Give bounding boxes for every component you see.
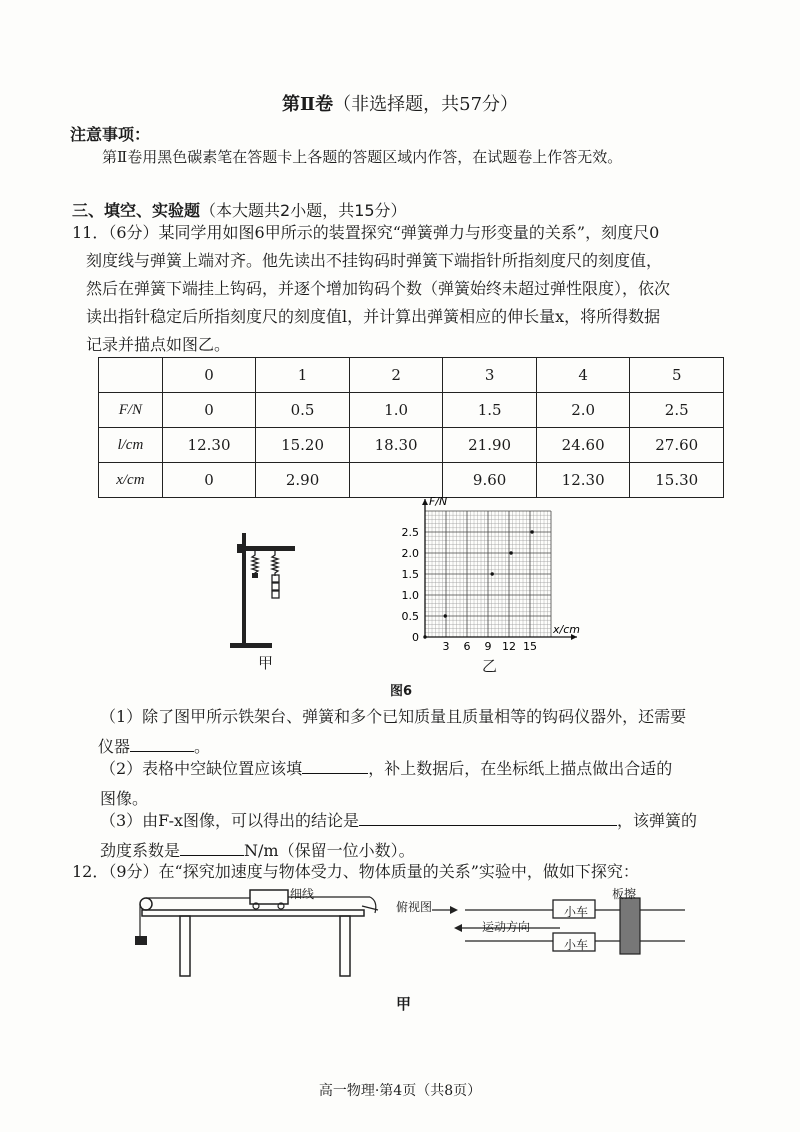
table-cell: 4 [536,358,630,393]
table-cell: 15.30 [630,463,724,498]
table-cell [99,358,163,393]
q11-line: 刻度线与弹簧上端对齐。他先读出不挂钩码时弹簧下端指针所指刻度尺的刻度值， [86,251,663,270]
table-cell: 9.60 [443,463,537,498]
table-row-header: l/cm [99,428,163,463]
table-cell: 2.90 [256,463,350,498]
sub-question-text: ，该弹簧的 [617,811,698,830]
f-x-chart [395,495,585,675]
figure-12-label: 甲 [396,995,412,1013]
table-row [99,393,724,428]
table-cell: 2.0 [536,393,630,428]
table-cell: 12.30 [536,463,630,498]
data-point [423,635,426,638]
sub-question-2 [100,754,728,814]
x-tick-label: 15 [523,640,537,653]
data-table [98,357,724,498]
sub-question-text: 仪器 [98,737,131,756]
sub-question-text: （3）由F-x图像，可以得出的结论是 [100,811,359,830]
page-footer: 高一物理·第4页（共8页） [318,1083,482,1099]
q11-line: 读出指针稳定后所指刻度尺的刻度值l，并计算出弹簧相应的伸长量x，将所得数据 [86,307,661,326]
table-row [99,428,724,463]
table-cell: 0 [162,463,256,498]
table-cell: 1.5 [443,393,537,428]
figure-b-label: 乙 [482,657,498,675]
answer-blank[interactable] [302,757,368,774]
data-point [509,551,512,554]
sub-question-text: ，补上数据后，在坐标纸上描点做出合适的 [368,759,673,778]
section-title-main: 第Ⅱ卷 [281,94,334,115]
answer-blank[interactable] [359,809,617,826]
thread-label: 细线 [290,887,315,901]
data-point [444,614,447,617]
x-tick-label: 9 [484,640,492,653]
cart-apparatus-figure [130,884,385,989]
answer-blank[interactable] [180,839,244,856]
top-view-label: 俯视图 [396,900,433,914]
chart-grid-major [425,511,551,637]
table-row-header: x/cm [99,463,163,498]
sub-question-3 [100,806,728,866]
cart-label-top: 小车 [563,905,588,919]
question-12-text: 12．（9分）在“探究加速度与物体受力、物体质量的关系”实验中，做如下探究： [72,862,639,881]
notice-body: 第Ⅱ卷用黑色碳素笔在答题卡上各题的答题区域内作答，在试题卷上作答无效。 [102,148,623,166]
data-point [491,572,494,575]
part-three-heading [72,198,407,221]
y-tick-label: 1.0 [401,589,419,602]
x-axis-label: x/cm [553,623,580,636]
sub-question-text: 图像。 [100,789,149,808]
table-cell: 0.5 [256,393,350,428]
table-cell: 15.20 [256,428,350,463]
part-three-subtitle: （本大题共2小题，共15分） [200,201,407,220]
eraser-label: 板擦 [612,887,637,901]
x-tick-label: 6 [463,640,471,653]
table-cell: 21.90 [443,428,537,463]
table-row [99,463,724,498]
table-cell: 27.60 [630,428,724,463]
q11-line: 然后在弹簧下端挂上钩码，并逐个增加钩码个数（弹簧始终未超过弹性限度），依次 [86,279,671,298]
table-cell: 5 [630,358,724,393]
answer-blank[interactable] [130,735,194,752]
table-header-row [99,358,724,393]
table-row-header: F/N [99,393,163,428]
sub-question-text: 劲度系数是 [100,841,181,860]
y-axis-arrow [422,499,428,505]
table-cell: 0 [162,358,256,393]
y-tick-label: 0 [412,631,419,644]
table-cell-blank [349,463,443,498]
section-title [0,90,800,116]
y-tick-label: 0.5 [401,610,419,623]
part-three-title: 三、填空、实验题 [72,201,201,220]
direction-label: 运动方向 [482,920,531,934]
q11-line: 记录并描点如图乙。 [86,335,231,354]
x-tick-label: 12 [502,640,516,653]
question-11-text [72,219,727,359]
sub-question-text: 。 [194,737,211,756]
table-cell: 24.60 [536,428,630,463]
figure-caption: 图6 [390,684,413,699]
sub-question-1 [100,702,728,762]
table-cell: 1 [256,358,350,393]
top-view-figure [390,888,695,956]
y-tick-label: 2.5 [401,526,419,539]
table-cell: 3 [443,358,537,393]
sub-question-text: （1）除了图甲所示铁架台、弹簧和多个已知质量且质量相等的钩码仪器外，还需要 [100,707,687,726]
table-cell: 12.30 [162,428,256,463]
section-subtitle: （非选择题，共57分） [333,94,519,115]
x-tick-label: 3 [442,640,450,653]
cart-label-bottom: 小车 [563,938,588,952]
table-cell: 2 [349,358,443,393]
table-cell: 0 [162,393,256,428]
y-tick-label: 2.0 [401,547,419,560]
table-cell: 2.5 [630,393,724,428]
sub-question-text: N/m（保留一位小数）。 [244,841,415,860]
notice-heading: 注意事项： [70,125,151,144]
data-point [530,530,533,533]
y-tick-label: 1.5 [401,568,419,581]
figure-a-label: 甲 [258,654,274,672]
table-cell: 1.0 [349,393,443,428]
y-axis-label: F/N [429,495,448,508]
table-cell: 18.30 [349,428,443,463]
q11-line: 11．（6分）某同学用如图6甲所示的装置探究“弹簧弹力与形变量的关系”，刻度尺0 [72,223,660,242]
sub-question-text: （2）表格中空缺位置应该填 [100,759,303,778]
